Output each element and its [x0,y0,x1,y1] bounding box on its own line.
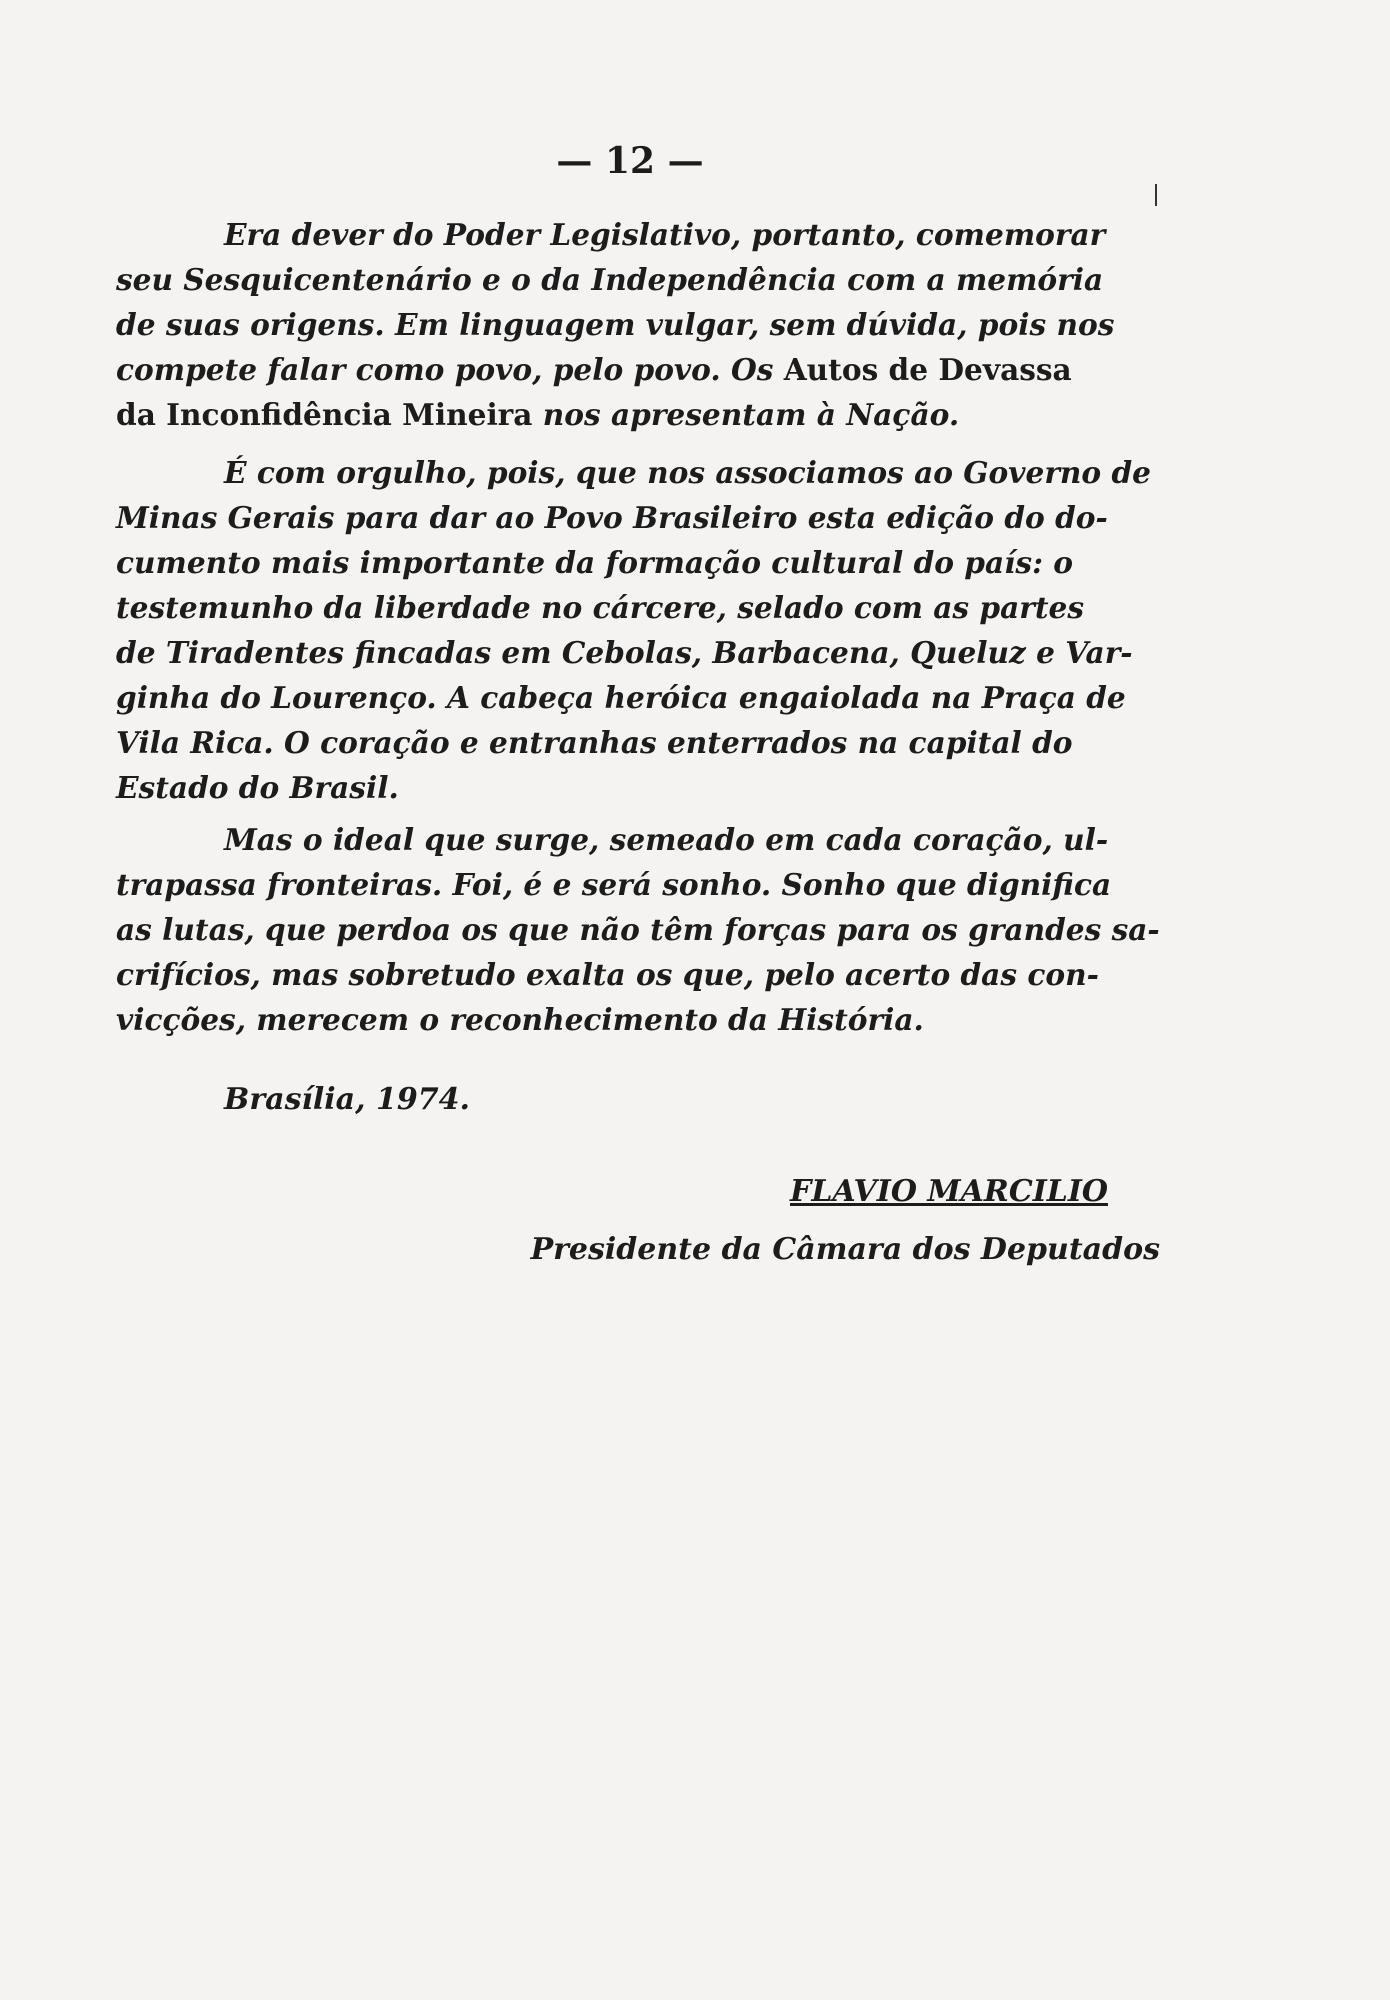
body-text: nos apresentam à Nação. [532,397,960,432]
text-line [116,765,1156,810]
body-text: trapassa fronteiras. Foi, é e será sonho. Sonho que dignifica [116,867,1112,902]
body-text: testemunho da liberdade no cárcere, selado com as partes [116,590,1085,625]
text-line [116,540,1156,585]
text-line [116,675,1156,720]
body-text: É com orgulho, pois, que nos associamos ao Governo de [224,455,1151,490]
title-text: da Inconfidência Mineira [116,397,533,432]
margin-mark [1155,184,1157,206]
body-text: compete falar como povo, pelo povo. Os [116,352,784,387]
text-line [116,302,1156,347]
paragraph-3 [116,817,1160,1042]
text-line [116,952,1156,997]
signature-name: FLAVIO MARCILIO [790,1174,1108,1209]
body-text: Era dever do Poder Legislativo, portanto, comemorar [224,217,1106,252]
body-text: as lutas, que perdoa os que não têm forças para os grandes sa- [116,912,1160,947]
text-line [116,257,1156,302]
body-text: seu Sesquicentenário e o da Independência com a memória [116,262,1104,297]
text-line [116,495,1156,540]
dateline: Brasília, 1974. [224,1082,470,1117]
text-line [116,630,1156,675]
body-text: Minas Gerais para dar ao Povo Brasileiro esta edição do do- [116,500,1108,535]
body-text: de suas origens. Em linguagem vulgar, sem dúvida, pois nos [116,307,1115,342]
paragraph-2 [116,450,1156,810]
body-text: ginha do Lourenço. A cabeça heróica engaiolada na Praça de [116,680,1126,715]
text-line [116,862,1156,907]
text-line [116,817,1156,862]
text-line [116,907,1160,952]
body-text: Estado do Brasil. [116,770,399,805]
body-text: Vila Rica. O coração e entranhas enterrados na capital do [116,725,1073,760]
body-text: crifícios, mas sobretudo exalta os que, pelo acerto das con- [116,957,1099,992]
text-line [116,997,1156,1042]
body-text: vicções, merecem o reconhecimento da História. [116,1002,924,1037]
paragraph-1 [116,212,1156,437]
body-text: Mas o ideal que surge, semeado em cada coração, ul- [224,822,1109,857]
text-line [116,347,1156,392]
page-number: — 12 — [556,140,704,182]
text-line [116,392,1156,437]
text-line [116,720,1156,765]
text-line [116,585,1156,630]
signature-title: Presidente da Câmara dos Deputados [530,1232,1160,1267]
body-text: de Tiradentes fincadas em Cebolas, Barbacena, Queluz e Var- [116,635,1133,670]
text-line [116,450,1156,495]
body-text: cumento mais importante da formação cultural do país: o [116,545,1074,580]
text-line [116,212,1156,257]
title-text: Autos de Devassa [783,352,1072,387]
